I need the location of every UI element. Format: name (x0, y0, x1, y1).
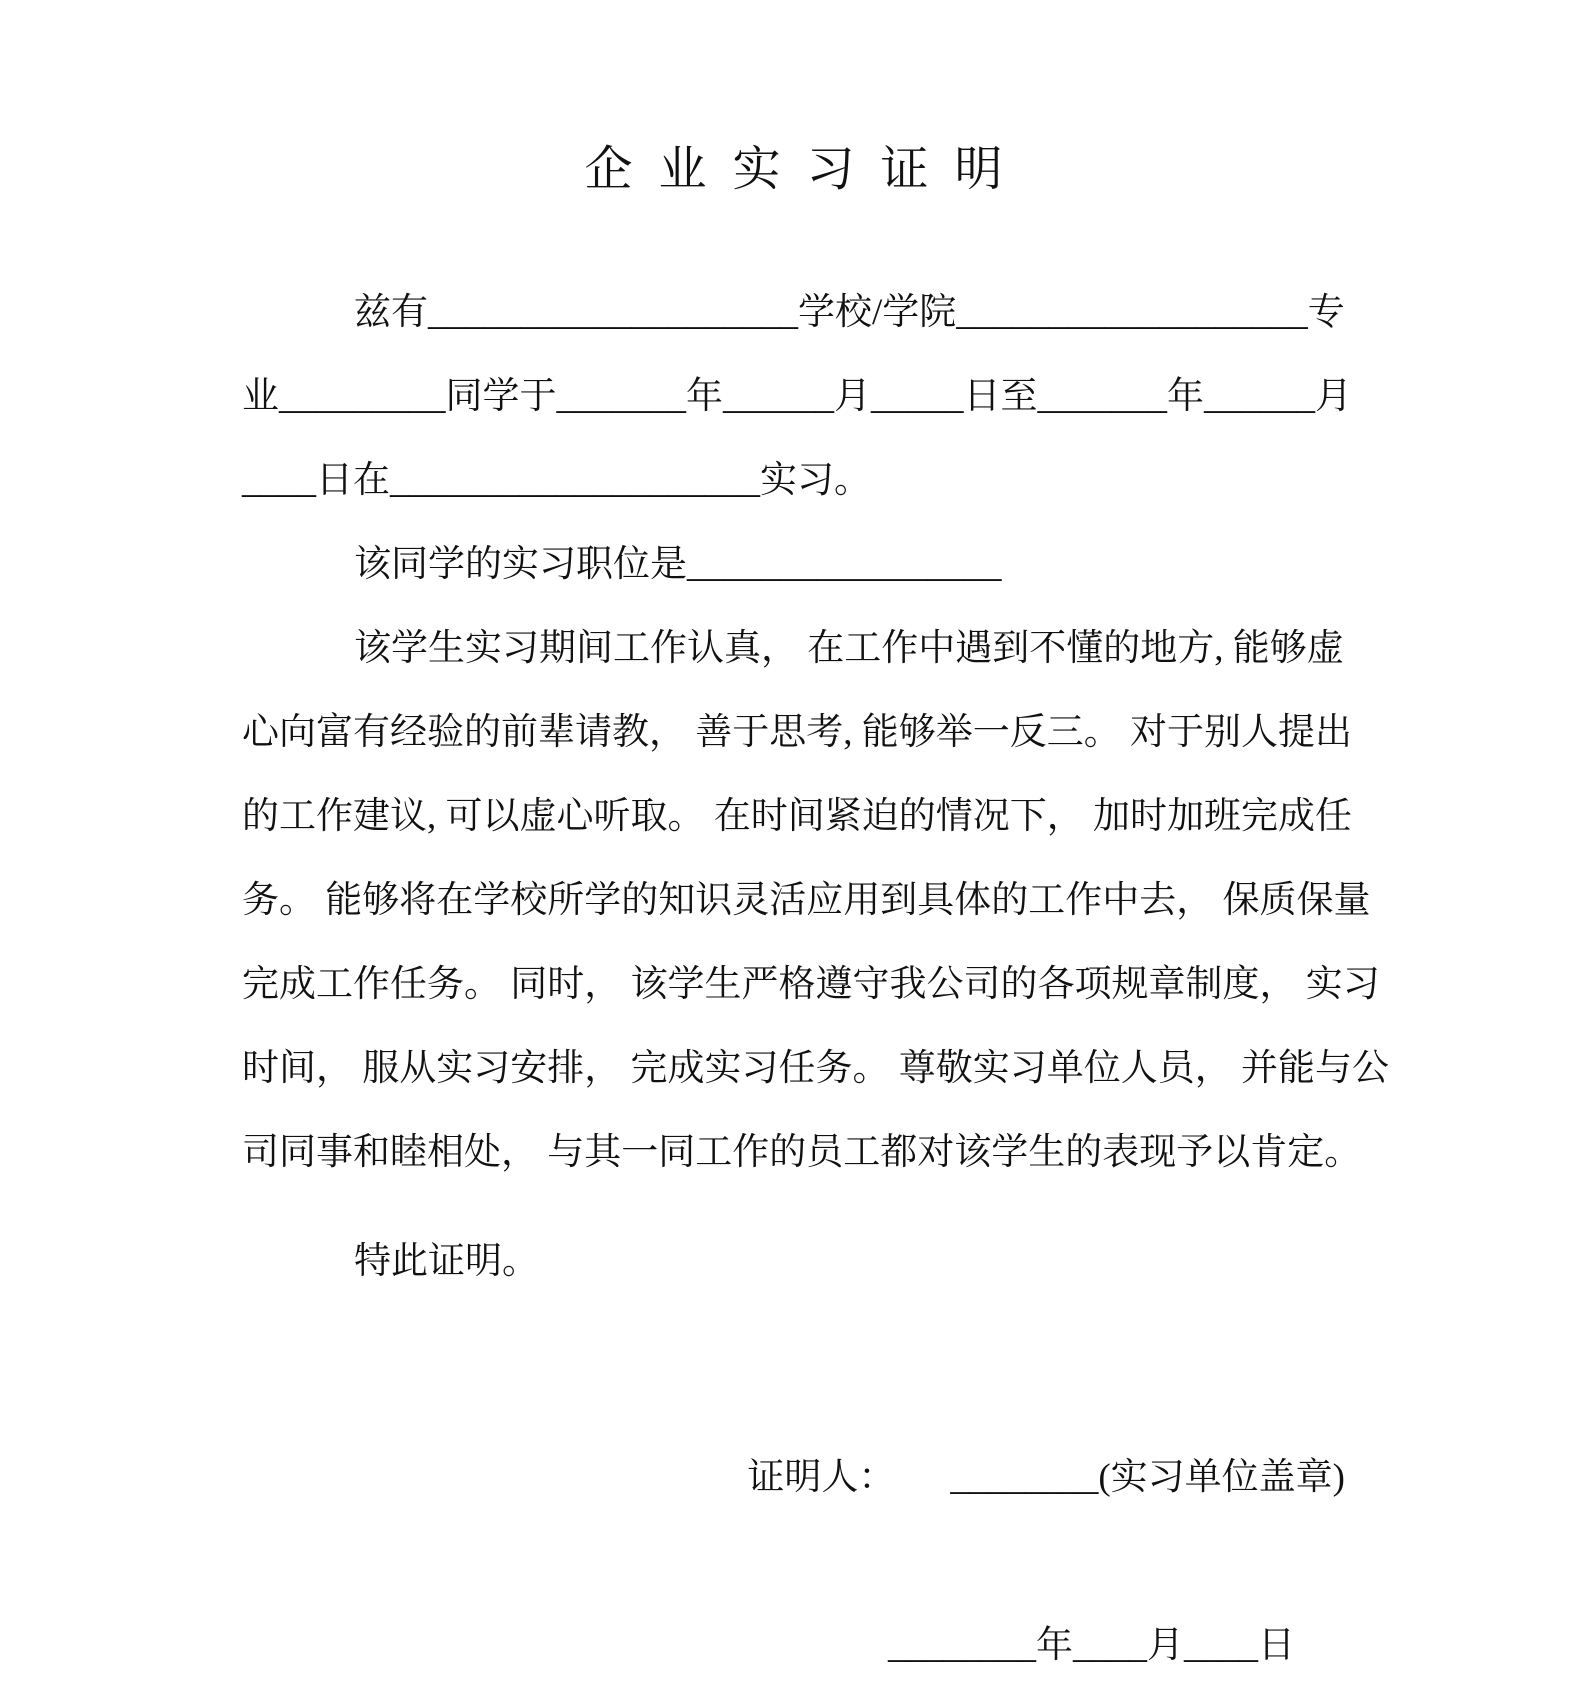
intro-line-2: 业_________同学于_______年______月_____日至_______年______月 (242, 376, 1352, 417)
signature-row (242, 1436, 1345, 1520)
witness-label: 证明人： (747, 1457, 896, 1498)
evaluation-line-2: 心向富有经验的前辈请教， 善于思考, 能够举一反三。 对于别人提出 (242, 712, 1352, 753)
date-line: ________年____月____日 (888, 1625, 1295, 1666)
evaluation-line-6: 时间， 服从实习安排， 完成实习任务。 尊敬实习单位人员， 并能与公 (242, 1048, 1389, 1089)
intro-line-1: 兹有____________________学校/学院___________________专 (354, 292, 1345, 333)
evaluation-paragraph (242, 607, 1389, 1195)
certificate-title: 企 业 实 习 证 明 (584, 143, 1003, 196)
company-seal-note: (实习单位盖章) (1098, 1457, 1345, 1498)
evaluation-line-5: 完成工作任务。 同时， 该学生严格遵守我公司的各项规章制度， 实习 (242, 964, 1380, 1005)
intro-paragraph (242, 271, 1352, 523)
position-line: 该同学的实习职位是_________________ (354, 544, 1002, 585)
evaluation-line-1: 该学生实习期间工作认真， 在工作中遇到不懂的地方, 能够虚 (354, 628, 1344, 669)
evaluation-line-3: 的工作建议, 可以虚心听取。 在时间紧迫的情况下， 加时加班完成任 (242, 796, 1352, 837)
witness-signature-blank: ________ (950, 1457, 1099, 1498)
intro-line-3: ____日在____________________实习。 (242, 460, 871, 501)
evaluation-line-7: 司同事和睦相处， 与其一同工作的员工都对该学生的表现予以肯定。 (242, 1132, 1362, 1173)
evaluation-line-4: 务。 能够将在学校所学的知识灵活应用到具体的工作中去， 保质保量 (242, 880, 1371, 921)
closing-statement: 特此证明。 (354, 1241, 539, 1282)
